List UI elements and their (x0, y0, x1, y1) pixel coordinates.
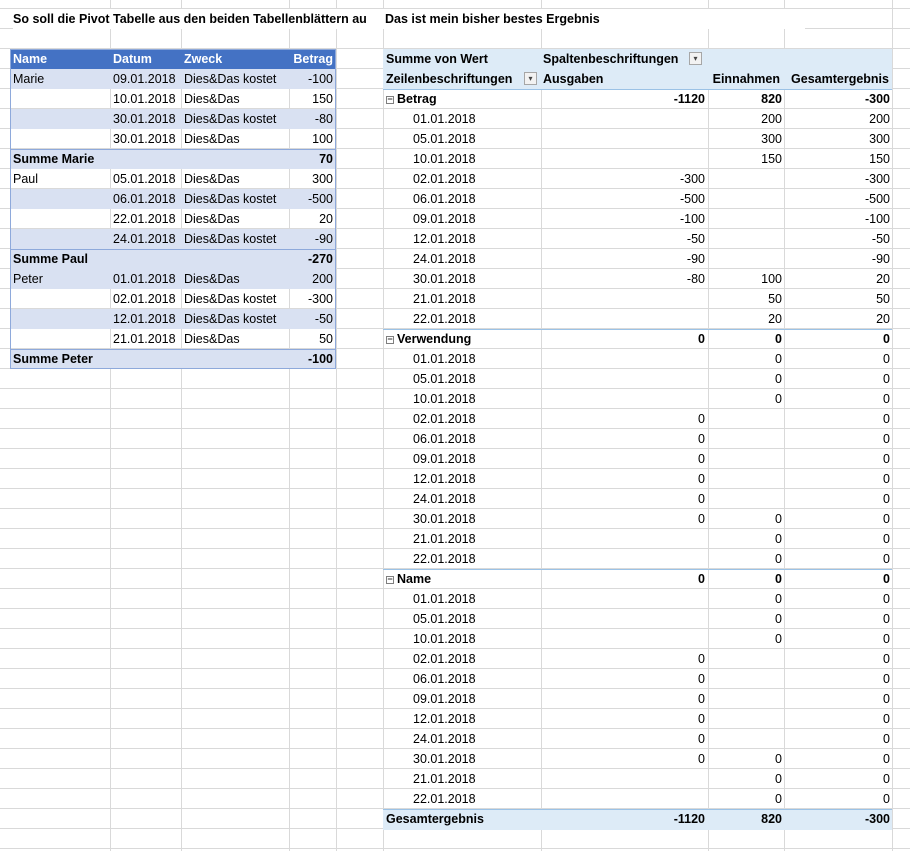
collapse-icon[interactable]: − (387, 93, 393, 104)
pivot-cell-einnahmen[interactable]: 0 (775, 532, 782, 546)
pivot-cell-ausgaben[interactable] (541, 789, 705, 809)
left-table-amount-cell[interactable]: 20 (319, 212, 333, 226)
pivot-grand-total-label[interactable]: Gesamtergebnis (386, 812, 484, 826)
left-table-amount-cell[interactable]: -100 (307, 72, 333, 86)
pivot-values-label[interactable]: Summe von Wert (386, 52, 488, 66)
pivot-cell-einnahmen[interactable]: 0 (775, 632, 782, 646)
pivot-cell-ausgaben[interactable]: 0 (698, 672, 705, 686)
pivot-group-label[interactable] (386, 329, 536, 349)
pivot-cell-ausgaben[interactable] (541, 289, 705, 309)
pivot-row-date[interactable]: 02.01.2018 (413, 412, 476, 426)
left-table-purpose-cell[interactable]: Dies&Das kostet (184, 232, 277, 246)
pivot-group-gesamt[interactable]: 0 (883, 572, 890, 586)
pivot-cell-gesamt[interactable]: 0 (883, 392, 890, 406)
pivot-cell-einnahmen[interactable] (708, 449, 782, 469)
pivot-row-date[interactable]: 21.01.2018 (413, 292, 476, 306)
pivot-row-date[interactable]: 02.01.2018 (413, 172, 476, 186)
left-table-purpose-cell[interactable] (184, 249, 287, 269)
pivot-group-name: Name (397, 572, 432, 586)
left-table-purpose-cell[interactable]: Dies&Das (184, 212, 240, 226)
pivot-cell-gesamt[interactable]: 0 (883, 412, 890, 426)
left-table-purpose-cell[interactable]: Dies&Das (184, 92, 240, 106)
pivot-cell-gesamt[interactable]: 200 (869, 112, 890, 126)
pivot-cell-ausgaben[interactable]: 0 (698, 732, 705, 746)
pivot-cell-einnahmen[interactable] (708, 169, 782, 189)
pivot-columns-label[interactable]: Spaltenbeschriftungen (543, 52, 679, 66)
pivot-cell-gesamt[interactable]: 0 (883, 672, 890, 686)
pivot-cell-ausgaben[interactable] (541, 549, 705, 569)
left-table-amount-cell[interactable]: -100 (307, 352, 333, 366)
left-table-date-cell[interactable]: 10.01.2018 (113, 92, 176, 106)
pivot-cell-ausgaben[interactable]: 0 (698, 412, 705, 426)
pivot-cell-gesamt[interactable]: -50 (871, 232, 890, 246)
pivot-cell-ausgaben[interactable] (541, 309, 705, 329)
left-table-date-cell[interactable]: 22.01.2018 (113, 212, 176, 226)
left-table-purpose-cell[interactable]: Dies&Das (184, 332, 240, 346)
pivot-row-date[interactable]: 09.01.2018 (413, 692, 476, 706)
pivot-cell-einnahmen[interactable]: 150 (761, 152, 782, 166)
left-table-purpose-cell[interactable] (184, 149, 287, 169)
left-table-purpose-cell[interactable]: Dies&Das (184, 172, 240, 186)
pivot-cell-ausgaben[interactable] (541, 589, 705, 609)
pivot-cell-einnahmen[interactable]: 0 (775, 392, 782, 406)
left-table-purpose-cell[interactable]: Dies&Das kostet (184, 72, 277, 86)
pivot-cell-einnahmen[interactable]: 0 (775, 792, 782, 806)
pivot-cell-ausgaben[interactable]: 0 (698, 652, 705, 666)
pivot-row-date[interactable]: 21.01.2018 (413, 772, 476, 786)
pivot-cell-ausgaben[interactable]: 0 (698, 452, 705, 466)
pivot-cell-gesamt[interactable]: 0 (883, 712, 890, 726)
pivot-cell-gesamt[interactable]: -300 (864, 172, 890, 186)
pivot-cell-einnahmen[interactable]: 50 (768, 292, 782, 306)
pivot-cell-ausgaben[interactable] (541, 769, 705, 789)
pivot-row-date[interactable]: 30.01.2018 (413, 512, 476, 526)
left-table-amount-cell[interactable]: 70 (319, 152, 333, 166)
pivot-row-date[interactable]: 01.01.2018 (413, 592, 476, 606)
left-table-purpose-cell[interactable]: Dies&Das kostet (184, 112, 277, 126)
row-filter-button[interactable]: ▾ (524, 72, 537, 85)
pivot-row-date[interactable]: 30.01.2018 (413, 752, 476, 766)
pivot-row-date[interactable]: 12.01.2018 (413, 712, 476, 726)
pivot-row-date[interactable]: 09.01.2018 (413, 452, 476, 466)
pivot-cell-ausgaben[interactable] (541, 109, 705, 129)
left-table-date-cell[interactable]: 09.01.2018 (113, 72, 176, 86)
pivot-group-einnahmen[interactable]: 820 (761, 92, 782, 106)
collapse-icon[interactable]: − (387, 573, 393, 584)
pivot-cell-einnahmen[interactable]: 20 (768, 312, 782, 326)
pivot-group-name: Verwendung (397, 332, 472, 346)
pivot-grand-total-gesamt[interactable]: -300 (864, 812, 890, 826)
pivot-cell-einnahmen[interactable] (708, 649, 782, 669)
pivot-cell-einnahmen[interactable] (708, 229, 782, 249)
pivot-row-date[interactable]: 05.01.2018 (413, 132, 476, 146)
pivot-cell-gesamt[interactable]: 150 (869, 152, 890, 166)
left-table-name-cell[interactable] (13, 309, 108, 329)
left-table-name-cell[interactable]: Paul (13, 172, 39, 186)
pivot-cell-gesamt[interactable]: 0 (883, 512, 890, 526)
pivot-cell-gesamt[interactable]: 0 (883, 752, 890, 766)
left-table-amount-cell[interactable]: 300 (312, 172, 333, 186)
pivot-row-date[interactable]: 21.01.2018 (413, 532, 476, 546)
pivot-row-date[interactable]: 01.01.2018 (413, 352, 476, 366)
left-table-amount-cell[interactable]: 150 (312, 92, 333, 106)
left-table-name-cell[interactable] (13, 289, 108, 309)
pivot-col-header-einnahmen[interactable]: Einnahmen (712, 72, 780, 86)
pivot-cell-einnahmen[interactable] (708, 429, 782, 449)
pivot-cell-einnahmen[interactable] (708, 249, 782, 269)
pivot-cell-gesamt[interactable]: 0 (883, 692, 890, 706)
left-table-name-cell[interactable]: Summe Marie (13, 152, 95, 166)
pivot-group-label[interactable] (386, 569, 536, 589)
pivot-group-label[interactable] (386, 89, 536, 109)
pivot-cell-einnahmen[interactable]: 0 (775, 752, 782, 766)
pivot-cell-ausgaben[interactable]: -500 (679, 192, 705, 206)
pivot-row-date[interactable]: 05.01.2018 (413, 372, 476, 386)
left-table-name-cell[interactable]: Marie (13, 72, 45, 86)
left-table-name-cell[interactable] (13, 109, 108, 129)
left-table-name-cell[interactable]: Peter (13, 272, 43, 286)
pivot-cell-gesamt[interactable]: -90 (871, 252, 890, 266)
pivot-cell-einnahmen[interactable] (708, 189, 782, 209)
pivot-row-date[interactable]: 30.01.2018 (413, 272, 476, 286)
left-table-name-cell[interactable] (13, 189, 108, 209)
pivot-col-header-gesamt[interactable]: Gesamtergebnis (791, 72, 889, 86)
left-table-amount-cell[interactable]: -270 (307, 252, 333, 266)
pivot-row-date[interactable]: 12.01.2018 (413, 472, 476, 486)
pivot-row-date[interactable]: 24.01.2018 (413, 492, 476, 506)
pivot-group-ausgaben[interactable]: 0 (698, 332, 705, 346)
left-table-name-cell[interactable]: Summe Peter (13, 352, 93, 366)
pivot-cell-einnahmen[interactable]: 0 (775, 592, 782, 606)
pivot-cell-einnahmen[interactable] (708, 689, 782, 709)
pivot-row-date[interactable]: 22.01.2018 (413, 312, 476, 326)
pivot-row-date[interactable]: 06.01.2018 (413, 432, 476, 446)
pivot-cell-ausgaben[interactable]: -80 (686, 272, 705, 286)
left-table-date-cell[interactable]: 01.01.2018 (113, 272, 176, 286)
pivot-cell-ausgaben[interactable]: 0 (698, 712, 705, 726)
left-table-amount-cell[interactable]: -300 (307, 292, 333, 306)
pivot-cell-gesamt[interactable]: 20 (876, 312, 890, 326)
pivot-cell-ausgaben[interactable] (541, 129, 705, 149)
pivot-cell-gesamt[interactable]: -100 (864, 212, 890, 226)
left-table-amount-cell[interactable]: 50 (319, 332, 333, 346)
pivot-cell-gesamt[interactable]: 0 (883, 792, 890, 806)
pivot-cell-ausgaben[interactable]: 0 (698, 492, 705, 506)
left-table-date-cell[interactable]: 21.01.2018 (113, 332, 176, 346)
left-table-amount-cell[interactable]: -80 (314, 112, 333, 126)
pivot-cell-ausgaben[interactable] (541, 149, 705, 169)
left-table-amount-cell[interactable]: -50 (314, 312, 333, 326)
pivot-cell-einnahmen[interactable]: 200 (761, 112, 782, 126)
left-table-amount-cell[interactable]: -90 (314, 232, 333, 246)
pivot-cell-gesamt[interactable]: 0 (883, 492, 890, 506)
pivot-cell-ausgaben[interactable]: 0 (698, 692, 705, 706)
left-table-header-cell[interactable]: Datum (113, 52, 152, 66)
left-table-amount-cell[interactable]: -500 (307, 192, 333, 206)
pivot-cell-gesamt[interactable]: 0 (883, 472, 890, 486)
pivot-cell-einnahmen[interactable] (708, 729, 782, 749)
pivot-row-date[interactable]: 12.01.2018 (413, 232, 476, 246)
pivot-col-header-ausgaben[interactable]: Ausgaben (543, 72, 604, 86)
pivot-row-date[interactable]: 10.01.2018 (413, 152, 476, 166)
left-table-date-cell[interactable] (113, 149, 179, 169)
pivot-cell-gesamt[interactable]: 0 (883, 772, 890, 786)
left-table-date-cell[interactable]: 05.01.2018 (113, 172, 176, 186)
pivot-row-date[interactable]: 09.01.2018 (413, 212, 476, 226)
left-table-name-cell[interactable] (13, 209, 108, 229)
pivot-row-date[interactable]: 06.01.2018 (413, 192, 476, 206)
pivot-group-name: Betrag (397, 92, 437, 106)
left-table-date-cell[interactable]: 24.01.2018 (113, 232, 176, 246)
pivot-row-date[interactable]: 22.01.2018 (413, 552, 476, 566)
pivot-cell-gesamt[interactable]: 0 (883, 372, 890, 386)
pivot-cell-ausgaben[interactable]: -90 (686, 252, 705, 266)
pivot-rows-label[interactable]: Zeilenbeschriftungen (386, 72, 513, 86)
left-table-purpose-cell[interactable]: Dies&Das kostet (184, 312, 277, 326)
pivot-cell-gesamt[interactable]: 0 (883, 652, 890, 666)
pivot-cell-einnahmen[interactable]: 100 (761, 272, 782, 286)
left-table-purpose-cell[interactable]: Dies&Das (184, 132, 240, 146)
pivot-cell-ausgaben[interactable] (541, 609, 705, 629)
pivot-row-date[interactable]: 24.01.2018 (413, 732, 476, 746)
column-filter-button[interactable]: ▾ (689, 52, 702, 65)
pivot-group-einnahmen[interactable]: 0 (775, 572, 782, 586)
collapse-icon[interactable]: − (387, 333, 393, 344)
left-table-purpose-cell[interactable] (184, 349, 287, 369)
pivot-cell-einnahmen[interactable]: 0 (775, 552, 782, 566)
left-table-name-cell[interactable] (13, 229, 108, 249)
left-table-date-cell[interactable] (113, 249, 179, 269)
pivot-cell-einnahmen[interactable]: 0 (775, 512, 782, 526)
pivot-cell-gesamt[interactable]: -500 (864, 192, 890, 206)
pivot-row-date[interactable]: 02.01.2018 (413, 652, 476, 666)
left-table-date-cell[interactable]: 12.01.2018 (113, 312, 176, 326)
pivot-cell-einnahmen[interactable]: 0 (775, 772, 782, 786)
pivot-cell-gesamt[interactable]: 0 (883, 352, 890, 366)
pivot-group-gesamt[interactable]: -300 (864, 92, 890, 106)
pivot-cell-einnahmen[interactable] (708, 409, 782, 429)
pivot-cell-gesamt[interactable]: 300 (869, 132, 890, 146)
pivot-cell-ausgaben[interactable] (541, 629, 705, 649)
pivot-cell-ausgaben[interactable] (541, 349, 705, 369)
pivot-cell-gesamt[interactable]: 50 (876, 292, 890, 306)
pivot-cell-gesamt[interactable]: 0 (883, 592, 890, 606)
pivot-cell-gesamt[interactable]: 0 (883, 632, 890, 646)
left-table-header-cell[interactable]: Name (13, 52, 48, 66)
left-table-purpose-cell[interactable]: Dies&Das kostet (184, 192, 277, 206)
pivot-cell-ausgaben[interactable]: 0 (698, 432, 705, 446)
pivot-cell-einnahmen[interactable] (708, 489, 782, 509)
pivot-row-date[interactable]: 24.01.2018 (413, 252, 476, 266)
pivot-cell-gesamt[interactable]: 20 (876, 272, 890, 286)
left-table-purpose-cell[interactable]: Dies&Das (184, 272, 240, 286)
left-table-name-cell[interactable] (13, 89, 108, 109)
left-table-date-cell[interactable]: 06.01.2018 (113, 192, 176, 206)
pivot-cell-einnahmen[interactable]: 300 (761, 132, 782, 146)
pivot-cell-gesamt[interactable]: 0 (883, 612, 890, 626)
left-table-date-cell[interactable]: 30.01.2018 (113, 132, 176, 146)
pivot-cell-ausgaben[interactable]: 0 (698, 512, 705, 526)
sheet-title-right[interactable]: Das ist mein bisher bestes Ergebnis (385, 9, 805, 29)
pivot-group-gesamt[interactable]: 0 (883, 332, 890, 346)
pivot-cell-gesamt[interactable]: 0 (883, 552, 890, 566)
pivot-cell-ausgaben[interactable]: 0 (698, 752, 705, 766)
pivot-cell-ausgaben[interactable] (541, 529, 705, 549)
left-table-date-cell[interactable] (113, 349, 179, 369)
left-table-header-cell[interactable]: Zweck (184, 52, 223, 66)
left-table-amount-cell[interactable]: 200 (312, 272, 333, 286)
left-table-date-cell[interactable]: 02.01.2018 (113, 292, 176, 306)
pivot-cell-einnahmen[interactable] (708, 209, 782, 229)
pivot-row-date[interactable]: 05.01.2018 (413, 612, 476, 626)
pivot-grand-total-einnahmen[interactable]: 820 (761, 812, 782, 826)
left-table-purpose-cell[interactable]: Dies&Das kostet (184, 292, 277, 306)
pivot-cell-ausgaben[interactable]: -100 (679, 212, 705, 226)
pivot-row-date[interactable]: 06.01.2018 (413, 672, 476, 686)
left-table-header-cell[interactable]: Betrag (293, 52, 333, 66)
pivot-row-date[interactable]: 01.01.2018 (413, 112, 476, 126)
pivot-cell-ausgaben[interactable]: -50 (686, 232, 705, 246)
pivot-cell-gesamt[interactable]: 0 (883, 732, 890, 746)
pivot-cell-gesamt[interactable]: 0 (883, 532, 890, 546)
left-table-amount-cell[interactable]: 100 (312, 132, 333, 146)
pivot-cell-ausgaben[interactable]: -300 (679, 172, 705, 186)
left-table-name-cell[interactable] (13, 129, 108, 149)
pivot-group-ausgaben[interactable]: 0 (698, 572, 705, 586)
pivot-cell-ausgaben[interactable] (541, 389, 705, 409)
pivot-cell-ausgaben[interactable] (541, 369, 705, 389)
pivot-cell-ausgaben[interactable]: 0 (698, 472, 705, 486)
pivot-cell-einnahmen[interactable]: 0 (775, 352, 782, 366)
pivot-group-ausgaben[interactable]: -1120 (673, 92, 705, 106)
pivot-cell-gesamt[interactable]: 0 (883, 432, 890, 446)
pivot-cell-einnahmen[interactable] (708, 669, 782, 689)
pivot-row-date[interactable]: 22.01.2018 (413, 792, 476, 806)
sheet-title-left[interactable]: So soll die Pivot Tabelle aus den beiden Tabellenblättern au (13, 9, 385, 29)
pivot-cell-einnahmen[interactable] (708, 709, 782, 729)
row-gridline (0, 848, 910, 849)
pivot-cell-gesamt[interactable]: 0 (883, 452, 890, 466)
pivot-cell-einnahmen[interactable]: 0 (775, 372, 782, 386)
pivot-group-einnahmen[interactable]: 0 (775, 332, 782, 346)
left-table-name-cell[interactable] (13, 329, 108, 349)
left-table-name-cell[interactable]: Summe Paul (13, 252, 89, 266)
left-table-date-cell[interactable]: 30.01.2018 (113, 112, 176, 126)
pivot-grand-total-ausgaben[interactable]: -1120 (673, 812, 705, 826)
pivot-cell-einnahmen[interactable] (708, 469, 782, 489)
pivot-cell-einnahmen[interactable]: 0 (775, 612, 782, 626)
pivot-row-date[interactable]: 10.01.2018 (413, 392, 476, 406)
pivot-row-date[interactable]: 10.01.2018 (413, 632, 476, 646)
